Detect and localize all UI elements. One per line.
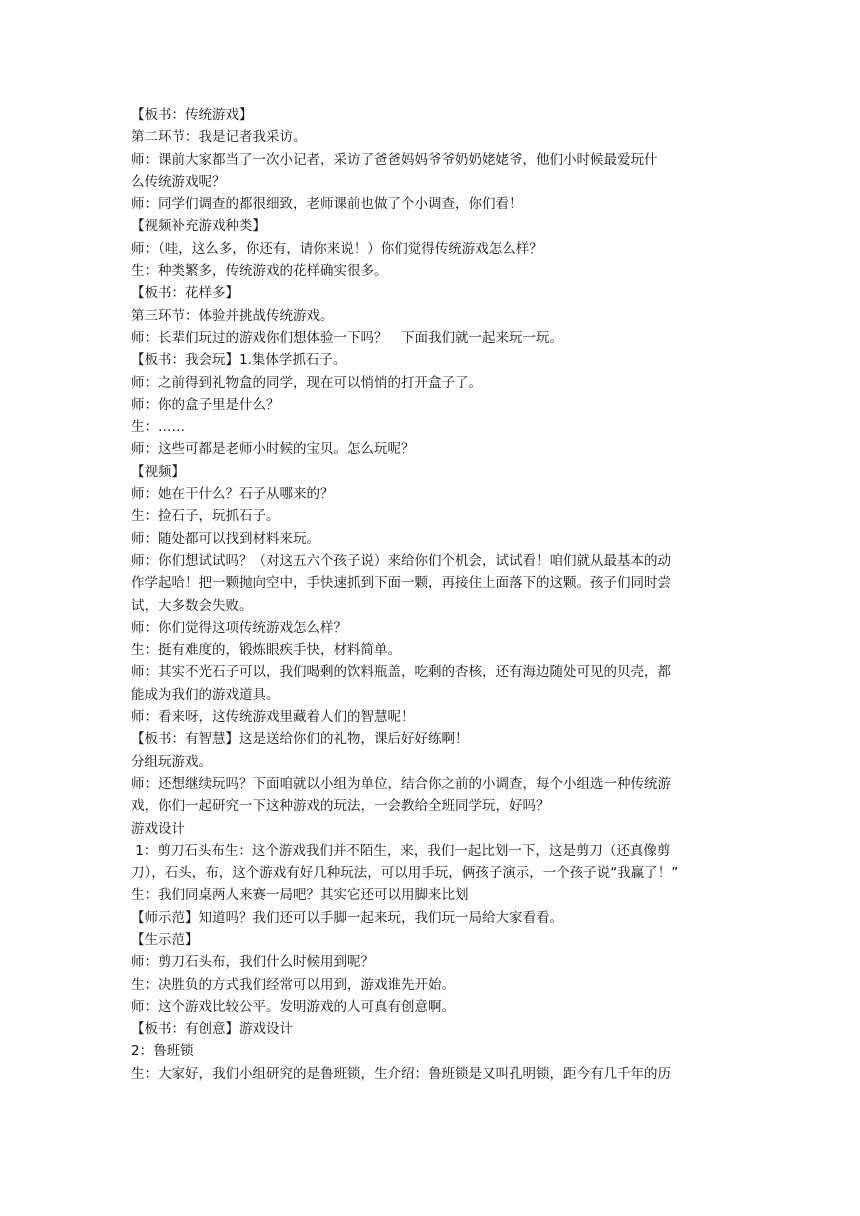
text-line: 师：剪刀石头布，我们什么时候用到呢？ xyxy=(131,954,374,971)
text-line: 戏，你们一起研究一下这种游戏的玩法，一会教给全班同学玩，好吗？ xyxy=(131,798,550,815)
text-line: 师：其实不光石子可以，我们喝剩的饮料瓶盖，吃剩的杏核，还有海边随处可见的贝壳，都 xyxy=(131,664,671,681)
text-line: 【生示范】 xyxy=(131,931,199,948)
text-line: 作学起哈！把一颗抛向空中，手快速抓到下面一颗，再接住上面落下的这颗。孩子们同时尝 xyxy=(131,575,671,592)
text-line: 游戏设计 xyxy=(131,820,185,837)
text-line: 师：随处都可以找到材料来玩。 xyxy=(131,530,320,547)
text-line: 2：鲁班锁 xyxy=(131,1043,194,1060)
text-line: 【板书：有智慧】这是送给你们的礼物，课后好好练啊！ xyxy=(131,731,469,748)
text-line: 师：之前得到礼物盒的同学，现在可以悄悄的打开盒子了。 xyxy=(131,374,482,391)
text-line: 么传统游戏呢？ xyxy=(131,173,226,190)
text-line: 1：剪刀石头布生：这个游戏我们并不陌生，来，我们一起比划一下，这是剪刀（还真像剪 xyxy=(131,842,671,859)
text-line: 生：捡石子，玩抓石子。 xyxy=(131,508,280,525)
text-line: 生：种类繁多，传统游戏的花样确实很多。 xyxy=(131,263,388,280)
text-line: 试，大多数会失败。 xyxy=(131,597,253,614)
text-line: 第三环节：体验并挑战传统游戏。 xyxy=(131,307,334,324)
text-line: 师：她在干什么？石子从哪来的？ xyxy=(131,486,334,503)
text-line: 分组玩游戏。 xyxy=(131,753,212,770)
text-line: 【板书：我会玩】1.集体学抓石子。 xyxy=(131,352,347,369)
text-line: 生：大家好，我们小组研究的是鲁班锁，生介绍：鲁班锁是又叫孔明锁，距今有几千年的历 xyxy=(131,1065,671,1082)
text-line: 【板书：有创意】游戏设计 xyxy=(131,1021,293,1038)
text-line: 师：这个游戏比较公平。发明游戏的人可真有创意啊。 xyxy=(131,998,455,1015)
text-line: 【视频补充游戏种类】 xyxy=(131,218,266,235)
text-line: 师：长辈们玩过的游戏你们想体验一下吗？ 下面我们就一起来玩一玩。 xyxy=(131,329,563,346)
text-line: 师：（哇，这么多，你还有，请你来说！）你们觉得传统游戏怎么样？ xyxy=(131,240,543,257)
text-line: 师：你们觉得这项传统游戏怎么样？ xyxy=(131,619,347,636)
text-line: 【板书：花样多】 xyxy=(131,285,239,302)
text-line: 师：还想继续玩吗？下面咱就以小组为单位，结合你之前的小调查，每个小组选一种传统游 xyxy=(131,775,671,792)
text-line: 【板书：传统游戏】 xyxy=(131,107,253,123)
text-line: 师：同学们调查的都很细致，老师课前也做了个小调查，你们看！ xyxy=(131,196,523,213)
text-line: 师：课前大家都当了一次小记者，采访了爸爸妈妈爷爷奶奶姥姥爷，他们小时候最爱玩什 xyxy=(131,151,658,168)
text-line: 生：…… xyxy=(131,419,185,436)
text-line: 师：看来呀，这传统游戏里藏着人们的智慧呢！ xyxy=(131,709,415,726)
text-line: 师：你的盒子里是什么？ xyxy=(131,396,280,413)
text-line: 生：我们同桌两人来赛一局吧？其实它还可以用脚来比划 xyxy=(131,887,469,904)
text-line: 【视频】 xyxy=(131,463,185,480)
text-line: 刀），石头，布，这个游戏有好几种玩法，可以用手玩，俩孩子演示，一个孩子说“我赢了！” xyxy=(131,865,679,882)
text-line: 师：你们想试试吗？（对这五六个孩子说）来给你们个机会，试试看！咱们就从最基本的动 xyxy=(131,552,671,569)
text-line: 师：这些可都是老师小时候的宝贝。怎么玩呢？ xyxy=(131,441,415,458)
text-line: 生：挺有难度的，锻炼眼疾手快，材料简单。 xyxy=(131,642,401,659)
text-line: 【师示范】知道吗？我们还可以手脚一起来玩，我们玩一局给大家看看。 xyxy=(131,909,563,926)
text-line: 能成为我们的游戏道具。 xyxy=(131,686,280,703)
document-body xyxy=(131,104,731,1085)
text-line: 生：决胜负的方式我们经常可以用到，游戏谁先开始。 xyxy=(131,976,455,993)
text-line: 第二环节：我是记者我采访。 xyxy=(131,129,307,146)
